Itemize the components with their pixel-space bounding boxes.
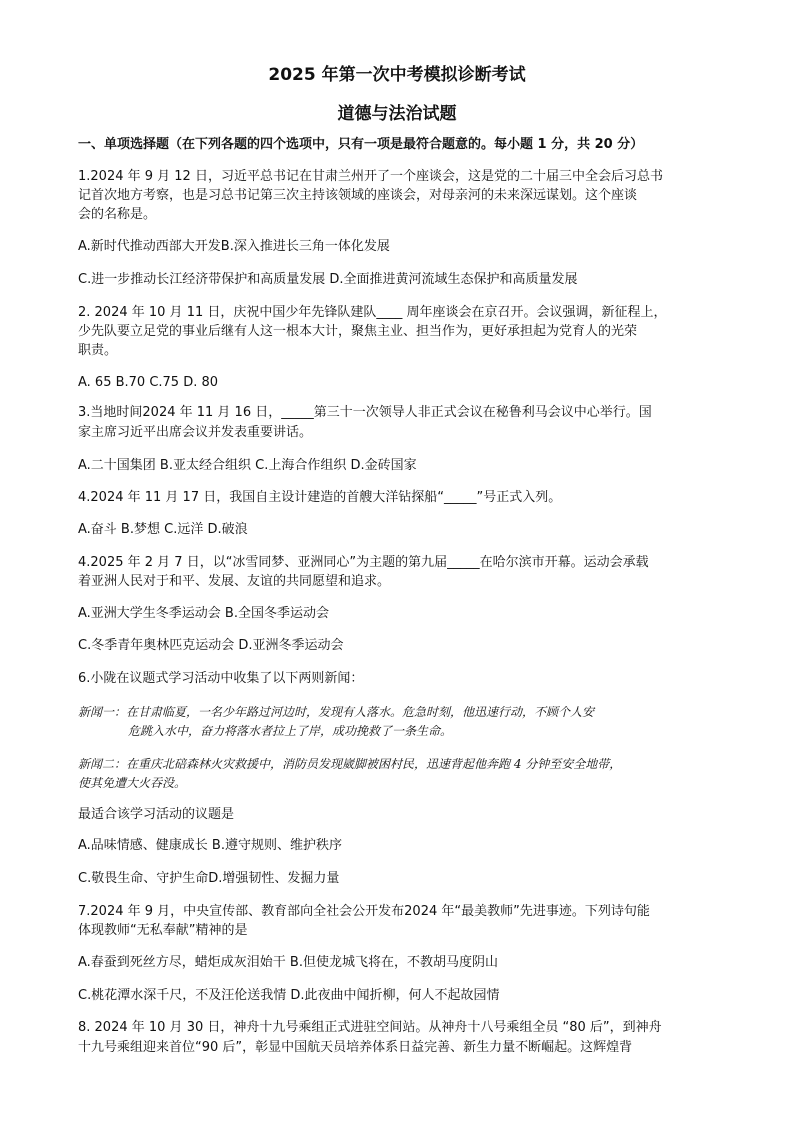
q6-option-cd: C.敬畏生命、守护生命D.增强韧性、发掘力量 bbox=[78, 871, 340, 886]
q6-prompt: 最适合该学习活动的议题是 bbox=[78, 807, 235, 822]
q2-line-3: 职责。 bbox=[78, 343, 118, 358]
q3-options: A.二十国集团 B.亚太经合组织 C.上海合作组织 D.金砖国家 bbox=[78, 458, 417, 473]
q4b-line-1: 4.2025 年 2 月 7 日，以“冰雪同梦、亚洲同心”为主题的第九届_____在哈尔滨市开幕。运动会承载 bbox=[78, 555, 649, 570]
q3-line-2: 家主席习近平出席会议并发表重要讲话。 bbox=[78, 425, 313, 440]
subject-title: 道德与法治试题 bbox=[337, 104, 457, 124]
q6-news-1-line-2: 危跳入水中，奋力将落水者拉上了岸，成功挽救了一条生命。 bbox=[128, 724, 453, 738]
q6-line-1: 6.小陇在议题式学习活动中收集了以下两则新闻： bbox=[78, 671, 364, 686]
q7-option-cd: C.桃花潭水深千尺，不及汪伦送我情 D.此夜曲中闻折柳，何人不起故园情 bbox=[78, 988, 500, 1003]
q1-line-3: 会的名称是。 bbox=[78, 207, 157, 222]
q6-news-1-line-1: 新闻一：在甘肃临夏，一名少年路过河边时，发现有人落水。危急时刻，他迅速行动，不顾个人安 bbox=[78, 705, 595, 719]
q8-line-1: 8. 2024 年 10 月 30 日，神舟十九号乘组正式进驻空间站。从神舟十八号乘组全员 “80 后”，到神舟 bbox=[78, 1020, 662, 1035]
q4a-options: A.奋斗 B.梦想 C.远洋 D.破浪 bbox=[78, 522, 248, 537]
q7-option-ab: A.春蚕到死丝方尽，蜡炬成灰泪始干 B.但使龙城飞将在，不教胡马度阴山 bbox=[78, 955, 498, 970]
q7-line-2: 体现教师“无私奉献”精神的是 bbox=[78, 923, 248, 938]
q1-line-2: 记首次地方考察，也是习总书记第三次主持该领域的座谈会，对母亲河的未来深远谋划。这个座谈 bbox=[78, 188, 638, 203]
q8-line-2: 十九号乘组迎来首位“90 后”，彰显中国航天员培养体系日益完善、新生力量不断崛起。这辉煌背 bbox=[78, 1040, 633, 1055]
q4b-option-ab: A.亚洲大学生冬季运动会 B.全国冬季运动会 bbox=[78, 606, 329, 621]
q6-option-ab: A.品味情感、健康成长 B.遵守规则、维护秩序 bbox=[78, 838, 342, 853]
q3-line-1: 3.当地时间2024 年 11 月 16 日，_____第三十一次领导人非正式会议在秘鲁利马会议中心举行。国 bbox=[78, 405, 652, 420]
q4b-line-2: 着亚洲人民对于和平、发展、友谊的共同愿望和追求。 bbox=[78, 574, 391, 589]
q2-line-2: 少先队要立足党的事业后继有人这一根本大计，聚焦主业、担当作为，更好承担起为党育人的光荣 bbox=[78, 324, 638, 339]
q1-line-1: 1.2024 年 9 月 12 日，习近平总书记在甘肃兰州开了一个座谈会，这是党的二十届三中全会后习总书 bbox=[78, 169, 663, 184]
q2-options: A. 65 B.70 C.75 D. 80 bbox=[78, 375, 219, 390]
q6-news-2-line-2: 使其免遭大火吞没。 bbox=[78, 776, 187, 790]
q1-option-cd: C.进一步推动长江经济带保护和高质量发展 D.全面推进黄河流域生态保护和高质量发展 bbox=[78, 272, 578, 287]
q6-news-2-line-1: 新闻二：在重庆北碚森林火灾救援中，消防员发现崴脚被困村民，迅速背起他奔跑 4 分钟至安全地带， bbox=[78, 757, 622, 771]
exam-title: 2025 年第一次中考模拟诊断考试 bbox=[268, 65, 526, 85]
q1-option-ab: A.新时代推动西部大开发B.深入推进长三角一体化发展 bbox=[78, 239, 390, 254]
q7-line-1: 7.2024 年 9 月，中央宣传部、教育部向全社会公开发布2024 年“最美教师”先进事迹。下列诗句能 bbox=[78, 904, 650, 919]
q4a-line-1: 4.2024 年 11 月 17 日，我国自主设计建造的首艘大洋钻探船“_____”号正式入列。 bbox=[78, 490, 562, 505]
section-heading: 一、单项选择题（在下列各题的四个选项中，只有一项是最符合题意的。每小题 1 分，共 20 分） bbox=[78, 137, 644, 152]
q2-line-1: 2. 2024 年 10 月 11 日，庆祝中国少年先锋队建队____ 周年座谈会在京召开。会议强调，新征程上， bbox=[78, 305, 667, 320]
q4b-option-cd: C.冬季青年奥林匹克运动会 D.亚洲冬季运动会 bbox=[78, 638, 344, 653]
